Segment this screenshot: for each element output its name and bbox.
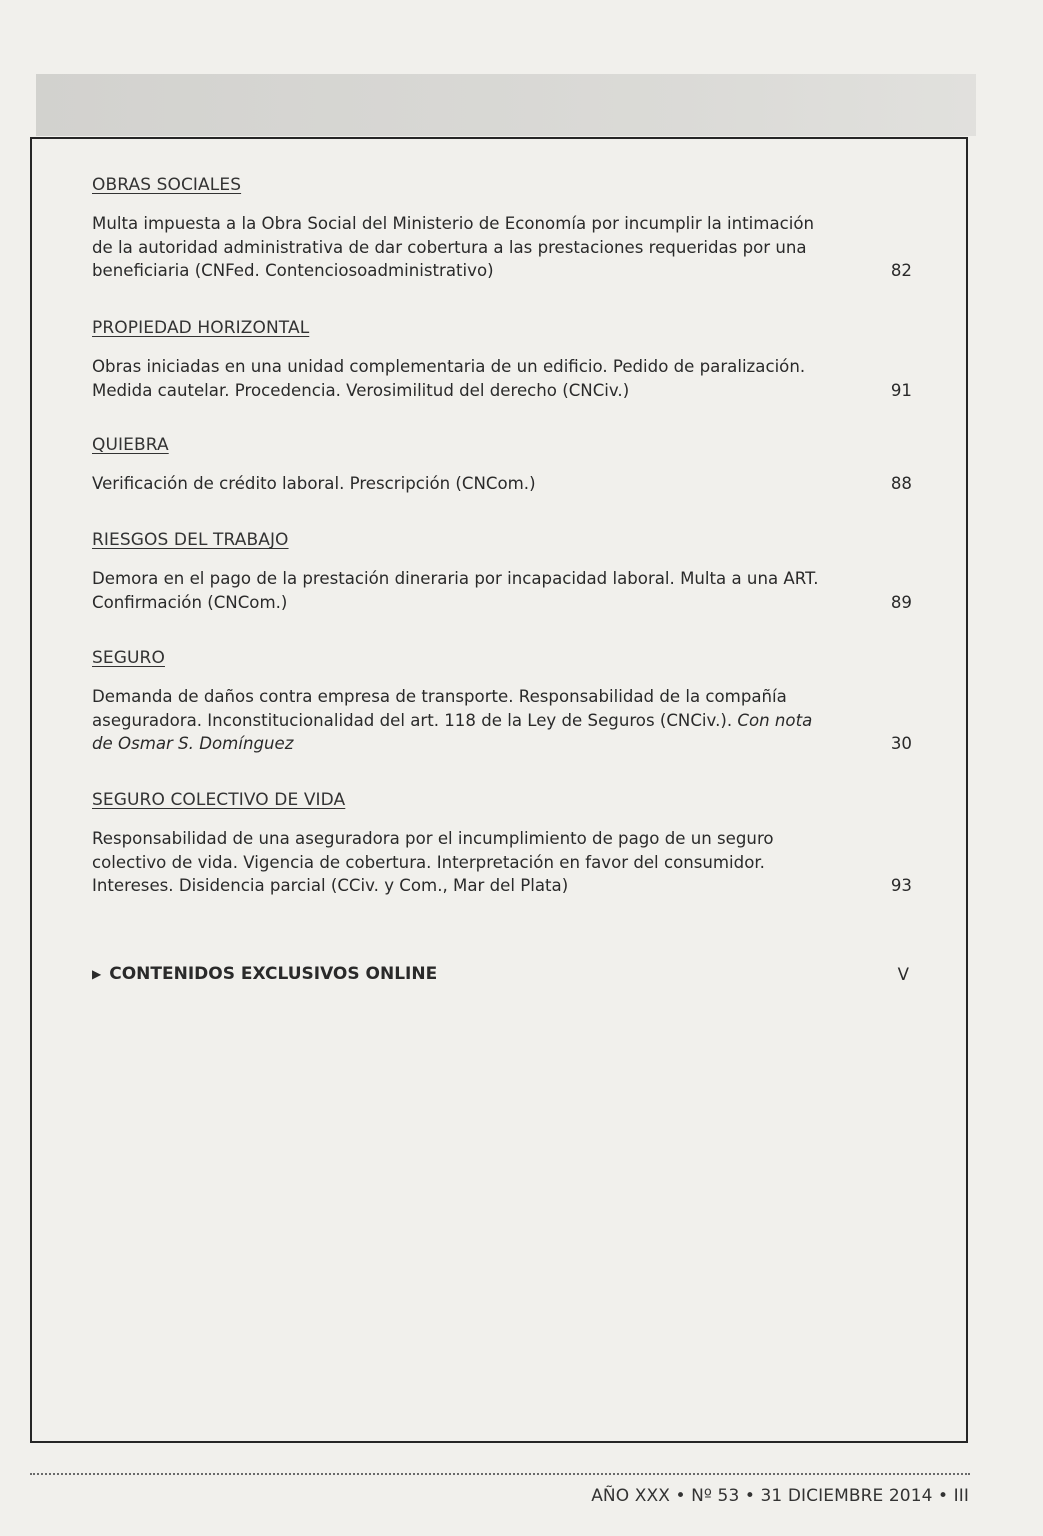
section-title: SEGURO COLECTIVO DE VIDA bbox=[92, 790, 346, 810]
entry-note: Con nota de Osmar S. Domínguez bbox=[92, 710, 813, 753]
entry-text: Demora en el pago de la prestación dineraria por incapacidad laboral. Multa a una ART. Confirmación (CNCom.) bbox=[92, 569, 819, 612]
page-number: 91 bbox=[890, 380, 912, 400]
index-entry bbox=[92, 567, 922, 614]
section-title: SEGURO bbox=[92, 648, 165, 668]
index-entry bbox=[92, 355, 922, 402]
index-entry bbox=[92, 212, 922, 283]
index-section-obras-sociales bbox=[92, 175, 922, 283]
page-footer: AÑO XXX • Nº 53 • 31 DICIEMBRE 2014 • III bbox=[591, 1486, 969, 1506]
page-number: 93 bbox=[890, 876, 912, 895]
exclusive-online-entry bbox=[92, 964, 922, 984]
index-entry bbox=[92, 472, 922, 496]
index-entry bbox=[92, 827, 922, 898]
page-number: 82 bbox=[890, 261, 912, 280]
entry-text: Multa impuesta a la Obra Social del Ministerio de Economía por incumplir la intimación de la autoridad administrativa de dar cobertura a las prestaciones requeridas por una beneficiaria (CNFed. Contenciosoadministrativo) bbox=[92, 214, 815, 280]
section-title: QUIEBRA bbox=[92, 435, 169, 455]
triangle-right-icon: ▶ bbox=[92, 967, 102, 981]
footer-divider bbox=[30, 1473, 970, 1475]
entry-text bbox=[92, 685, 837, 756]
index-section-riesgos-del-trabajo bbox=[92, 530, 922, 614]
index-frame bbox=[30, 137, 968, 1443]
page-number: 89 bbox=[890, 592, 912, 612]
section-title: RIESGOS DEL TRABAJO bbox=[92, 530, 289, 550]
page-number: 30 bbox=[890, 734, 912, 753]
section-title: PROPIEDAD HORIZONTAL bbox=[92, 318, 310, 338]
entry-text: Obras iniciadas en una unidad complementaria de un edificio. Pedido de paralización. Medida cautelar. Procedencia. Verosimilitud del derecho (CNCiv.) bbox=[92, 357, 806, 400]
index-section-seguro-colectivo-de-vida bbox=[92, 790, 922, 898]
section-title: OBRAS SOCIALES bbox=[92, 175, 242, 195]
exclusive-online-label: CONTENIDOS EXCLUSIVOS ONLINE bbox=[109, 964, 438, 984]
index-entry bbox=[92, 685, 922, 756]
page-number: V bbox=[897, 965, 909, 984]
index-section-quiebra bbox=[92, 435, 922, 496]
entry-text: Responsabilidad de una aseguradora por el incumplimiento de pago de un seguro colectivo de vida. Vigencia de cobertura. Interpretación en favor del consumidor. Intereses. Disidencia parcial (CCiv. y Com., Mar del Plata) bbox=[92, 829, 774, 895]
index-section-seguro bbox=[92, 648, 922, 756]
bleed-through-banner bbox=[36, 74, 976, 136]
page-number: 88 bbox=[890, 474, 912, 493]
index-section-propiedad-horizontal bbox=[92, 318, 922, 402]
entry-text-main: Demanda de daños contra empresa de transporte. Responsabilidad de la compañía aseguradora. Inconstitucionalidad del art. 118 de la Ley de Seguros (CNCiv.). bbox=[92, 687, 787, 730]
entry-text: Verificación de crédito laboral. Prescripción (CNCom.) bbox=[92, 474, 536, 493]
